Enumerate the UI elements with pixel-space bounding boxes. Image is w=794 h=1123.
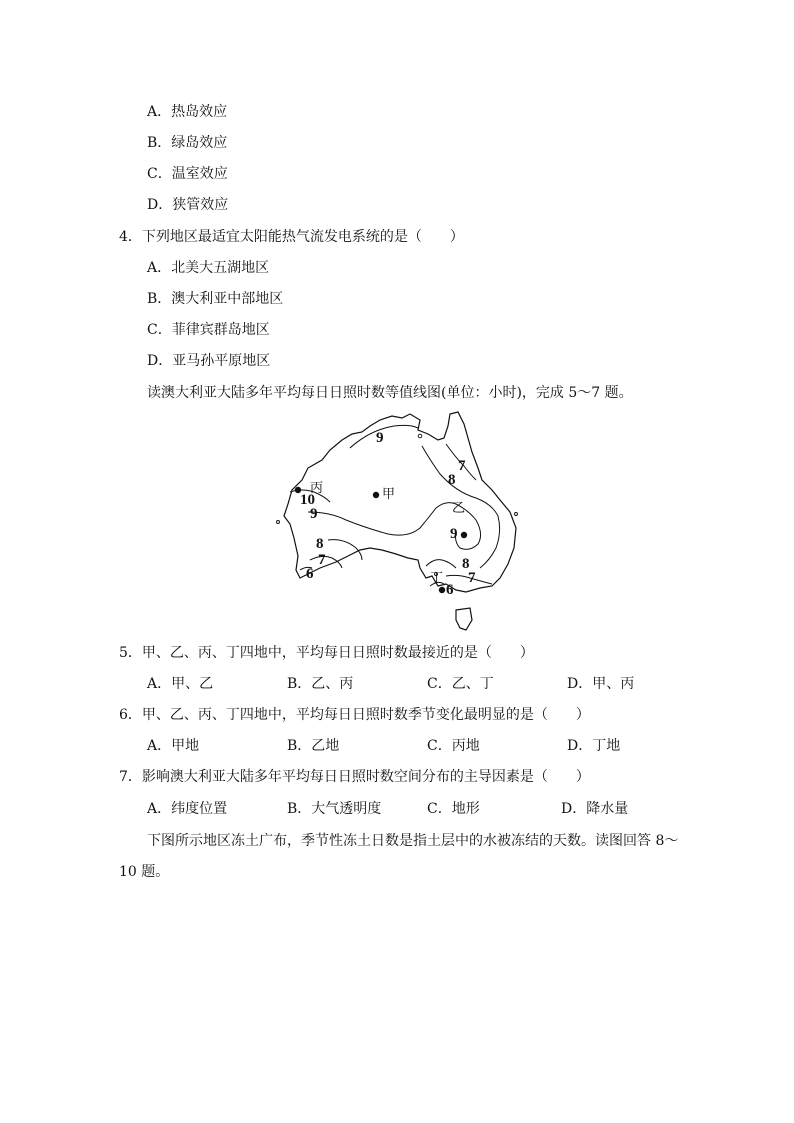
q5-option-c: C．乙、丁 [427,676,494,692]
q4-option-c: C．菲律宾群岛地区 [147,322,270,338]
australia-sunshine-isoline-map [270,408,530,634]
place-label-ding: 丁 [430,571,444,586]
isoline-label: 10 [300,492,315,508]
isoline-label: 8 [316,536,324,552]
intro-8-10-line1: 下图所示地区冻土广布，季节性冻土日数是指土层中的水被冻结的天数。读图回答 8～ [147,833,679,849]
isoline-label: 7 [458,458,466,474]
q4-stem: 4．下列地区最适宜太阳能热气流发电系统的是（ ） [119,229,464,245]
isoline-label: 8 [462,556,470,572]
isoline-label: 6 [306,566,314,582]
isoline-label: 6 [446,582,454,598]
q6-option-b: B．乙地 [287,738,340,754]
isoline-label: 8 [448,472,456,488]
isoline-label: 9 [376,430,384,446]
isoline-9-north [350,425,418,448]
tasmania-outline [456,608,472,630]
q4-option-a: A．北美大五湖地区 [147,260,270,276]
q5-option-a: A．甲、乙 [147,676,214,692]
place-dot-ding [439,587,445,593]
place-dot-bing [295,487,301,493]
q4-option-d: D．亚马孙平原地区 [147,353,271,369]
intro-8-10-line2: 10 题。 [119,864,170,880]
q6-stem: 6．甲、乙、丙、丁四地中，平均每日日照时数季节变化最明显的是（ ） [119,707,590,723]
q6-option-d: D．丁地 [567,738,621,754]
q3-option-a: A．热岛效应 [147,104,228,120]
place-dot-yi [461,532,467,538]
place-label-yi: 乙 [452,501,466,516]
q5-option-b: B．乙、丙 [287,676,354,692]
q7-option-a: A．纬度位置 [147,801,228,817]
place-label-jia: 甲 [382,487,396,502]
q3-option-b: B．绿岛效应 [147,135,228,151]
isoline-label: 9 [450,526,458,542]
place-dot-jia [373,492,379,498]
q7-option-d: D．降水量 [561,801,629,817]
isoline-label: 9 [310,506,318,522]
q5-stem: 5．甲、乙、丙、丁四地中，平均每日日照时数最接近的是（ ） [119,645,534,661]
q7-option-b: B．大气透明度 [287,801,382,817]
place-label-bing: 丙 [310,481,324,496]
q7-stem: 7．影响澳大利亚大陆多年平均每日日照时数空间分布的主导因素是（ ） [119,769,590,785]
intro-5-7: 读澳大利亚大陆多年平均每日日照时数等值线图(单位：小时)，完成 5～7 题。 [147,385,633,401]
q6-option-c: C．丙地 [427,738,480,754]
q6-option-a: A．甲地 [147,738,200,754]
q3-option-d: D．狭管效应 [147,197,229,213]
isoline-8-southeast [426,560,456,568]
q5-option-d: D．甲、丙 [567,676,635,692]
q4-option-b: B．澳大利亚中部地区 [147,291,284,307]
q3-option-c: C．温室效应 [147,166,228,182]
q7-option-c: C．地形 [427,801,480,817]
isoline-label: 7 [318,552,326,568]
isoline-label: 7 [468,570,476,586]
